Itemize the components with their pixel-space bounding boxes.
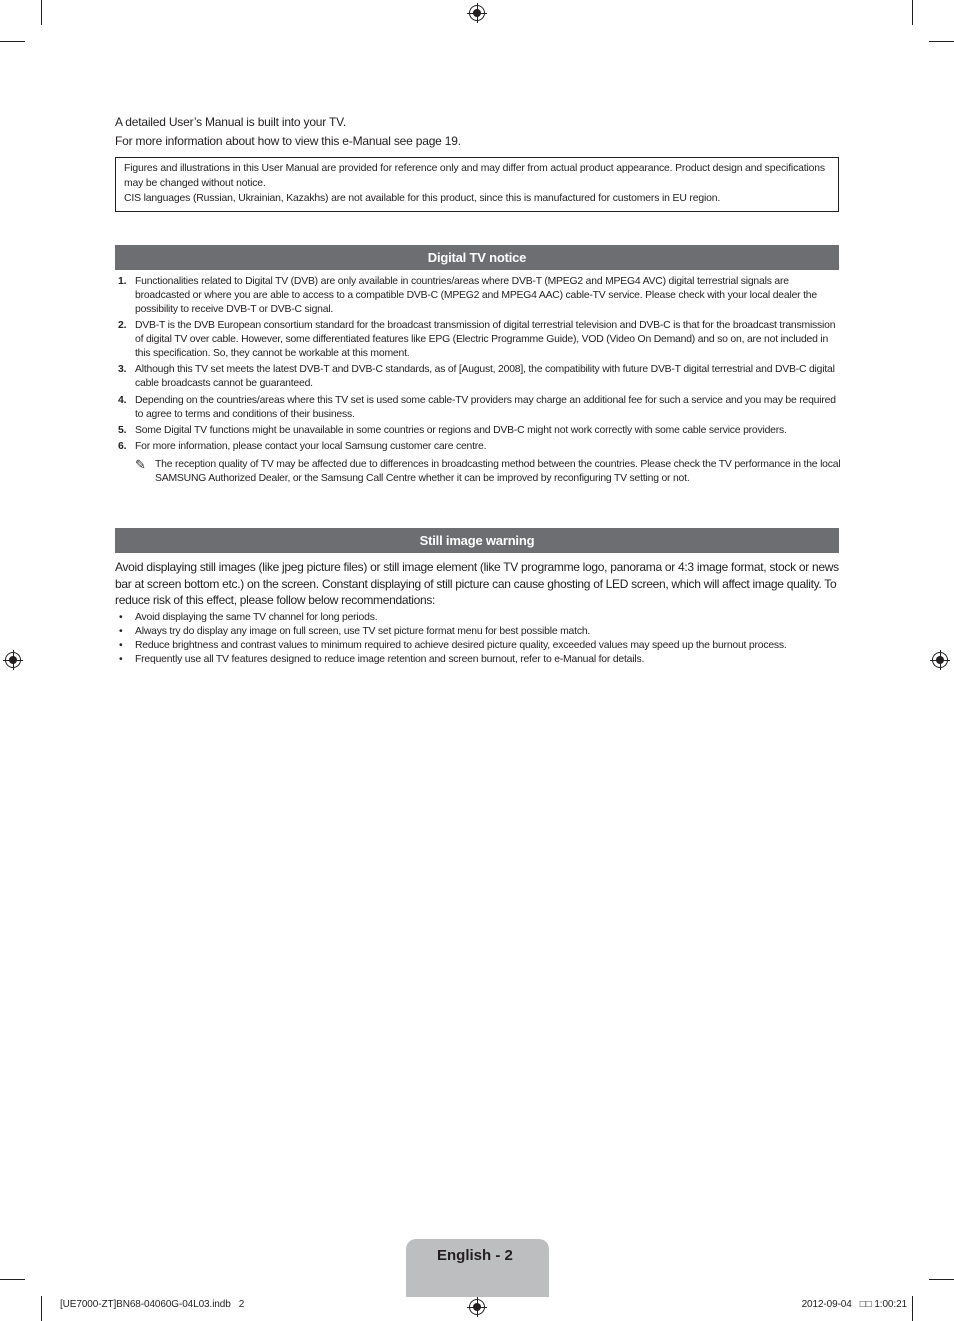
digital-tv-list [115, 275, 839, 456]
item-number: 3. [118, 364, 127, 376]
item-text: Reduce brightness and contrast values to minimum required to achieve desired picture quality, exceeded values may speed up the burnout process. [135, 640, 787, 651]
crop-mark [0, 41, 25, 42]
list-item [115, 363, 839, 391]
bullet-icon: • [119, 626, 123, 637]
item-text: Frequently use all TV features designed to reduce image retention and screen burnout, refer to e-Manual for details. [135, 654, 645, 665]
list-item [115, 639, 841, 653]
list-item [115, 394, 839, 422]
list-item [115, 424, 839, 438]
list-item [115, 440, 839, 454]
item-text: For more information, please contact your local Samsung customer care centre. [135, 440, 487, 452]
crop-mark [41, 1296, 42, 1321]
item-number: 6. [118, 440, 127, 452]
print-timestamp: 2012-09-04 □□ 1:00:21 [801, 1299, 907, 1310]
crop-mark [41, 0, 42, 25]
item-text: Functionalities related to Digital TV (DVB) are only available in countries/areas where DVB-T (MPEG2 and MPEG4 AVC) digital terrestrial signals are broadcasted or where you are able to access to a compatible DVB-C (MPEG2 and MPEG4 AAC) cable-TV service. Please check with your local dealer the possibility to receive DVB-T or DVB-C signal. [135, 276, 817, 315]
still-image-paragraph: Avoid displaying still images (like jpeg picture files) or still image element (like TV programme logo, panorama or 4:3 image format, stock or news bar at screen bottom etc.) on the screen. Constant displaying of still picture can cause ghosting of LED screen, which will affect image quality. To reduce risk of this effect, please follow below recommendations: [115, 560, 839, 607]
item-text: DVB-T is the DVB European consortium standard for the broadcast transmission of digital terrestrial television and DVB-C is that for the broadcast transmission of digital TV over cable. However, some differentiated features like EPG (Electric Programme Guide), VOD (Video On Demand) and so on, are not included in this specification. So, they cannot be workable at this moment. [135, 320, 836, 360]
disclaimer-box [115, 157, 839, 212]
registration-mark-icon [469, 5, 485, 21]
item-text: Always try do display any image on full screen, use TV set picture format menu for best possible match. [135, 626, 591, 637]
disclaimer-text: CIS languages (Russian, Ukrainian, Kazakhs) are not available for this product, since this is manufactured for customers in EU region. [124, 192, 721, 204]
registration-mark-icon [932, 652, 948, 668]
bullet-icon: • [119, 612, 123, 623]
pencil-note-icon: ✎ [135, 457, 146, 472]
section-heading-digital-tv: Digital TV notice [115, 245, 839, 270]
item-number: 4. [118, 394, 127, 406]
item-text: Depending on the countries/areas where this TV set is used some cable-TV providers may charge an additional fee for such a service and you may be required to agree to terms and conditions of their business. [135, 394, 836, 420]
item-number: 2. [118, 320, 127, 332]
list-item [115, 625, 841, 639]
section-heading-still-image: Still image warning [115, 528, 839, 553]
item-number: 1. [118, 276, 127, 287]
note-text: The reception quality of TV may be affected due to differences in broadcasting method between the countries. Please check the TV performance in the local SAMSUNG Authorized Dealer, or the Samsung Call Centre whether it can be improved by reconfiguring TV setting or not. [155, 459, 841, 484]
registration-mark-icon [469, 1299, 485, 1315]
item-text: Avoid displaying the same TV channel for long periods. [135, 612, 378, 623]
list-item [115, 653, 841, 667]
list-item [115, 275, 839, 317]
intro-line-1: A detailed User’s Manual is built into your TV. [115, 115, 346, 129]
crop-mark [0, 1279, 25, 1280]
crop-mark [912, 0, 913, 25]
crop-mark [912, 1296, 913, 1321]
list-item [115, 611, 841, 625]
page-number: English - 2 [437, 1247, 513, 1264]
crop-mark [929, 1279, 954, 1280]
bullet-icon: • [119, 640, 123, 651]
item-text: Some Digital TV functions might be unavailable in some countries or regions and DVB-C might not work correctly with some cable service providers. [135, 424, 787, 436]
registration-mark-icon [5, 652, 21, 668]
crop-mark [929, 41, 954, 42]
recommendation-list [115, 611, 841, 667]
bullet-icon: • [119, 654, 123, 665]
list-item [115, 319, 839, 361]
reception-note [135, 458, 855, 486]
file-slug: [UE7000-ZT]BN68-04060G-04L03.indb 2 [60, 1299, 245, 1310]
item-number: 5. [118, 424, 127, 436]
disclaimer-text: Figures and illustrations in this User Manual are provided for reference only and may differ from actual product appearance. Product design and specifications may be changed without notice. [124, 163, 825, 189]
item-text: Although this TV set meets the latest DVB-T and DVB-C standards, as of [August, 2008], the compatibility with future DVB-T digital terrestrial and DVB-C digital cable broadcasts cannot be guaranteed. [135, 364, 835, 390]
intro-line-2: For more information about how to view this e-Manual see page 19. [115, 134, 461, 148]
page-number-tab [406, 1239, 549, 1297]
